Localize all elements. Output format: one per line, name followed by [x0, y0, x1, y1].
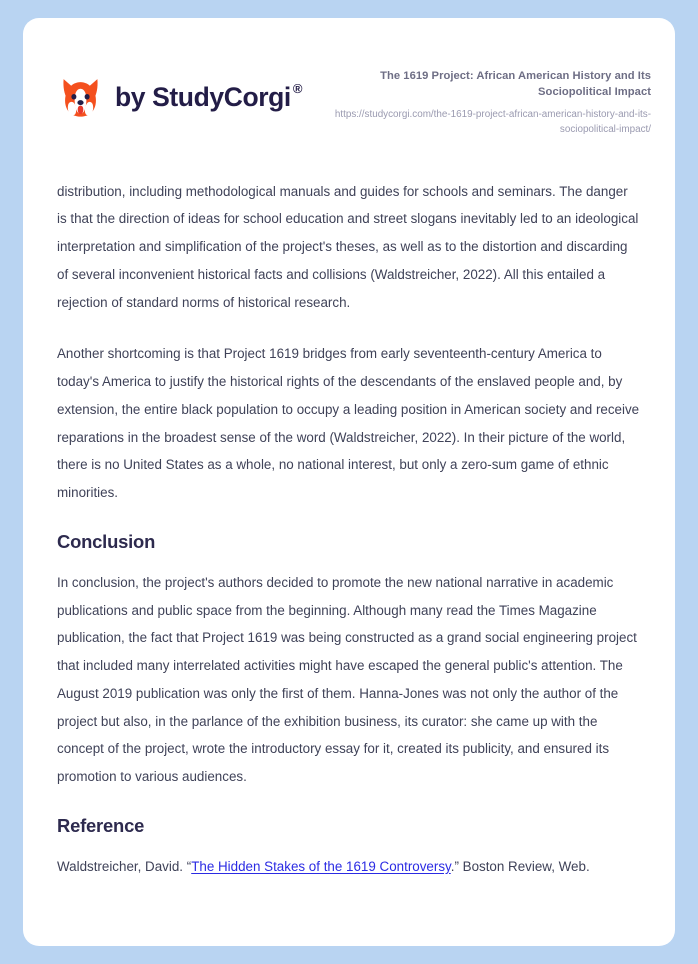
heading-reference: Reference: [57, 814, 145, 836]
heading-conclusion: Conclusion: [57, 530, 156, 552]
reference-entry: [57, 853, 641, 881]
registered-trademark-mark: ®: [292, 81, 303, 97]
document-meta: [333, 65, 651, 138]
studycorgi-brand[interactable]: [57, 65, 302, 121]
document-body: [23, 178, 675, 881]
paragraph-shortcoming: Another shortcoming is that Project 1619 bridges from early seventeenth-century America to today's America to justify the historical rights of the descendants of the enslaved people and, by extension, the entire black population to occupy a leading position in American society and receive reparations in the broadest sense of the word (Waldstreicher, 2022). In their picture of the world, there is no United States as a whole, no national interest, but only a zero-sum game of ethnic minorities.: [57, 346, 640, 501]
reference-section: [57, 815, 641, 881]
reference-author: Waldstreicher, David.: [57, 858, 187, 874]
source-url[interactable]: https://studycorgi.com/the-1619-project-african-american-history-and-its-sociopolitical-impact/: [334, 108, 651, 135]
document-header: [23, 18, 675, 138]
reference-link[interactable]: The Hidden Stakes of the 1619 Controversy: [191, 858, 451, 874]
brand-wordmark: [115, 81, 303, 113]
brand-wordmark-text: by StudyCorgi: [115, 82, 291, 113]
corgi-face-icon: [57, 74, 104, 121]
document-sheet: [23, 18, 675, 946]
page-title: The 1619 Project: African American History and Its Sociopolitical Impact: [380, 70, 651, 98]
paragraph-conclusion: In conclusion, the project's authors decided to promote the new national narrative in academic publications and public space from the beginning. Although many read the Times Magazine publication, the fact that Project 1619 was being constructed as a grand social engineering project that included many interrelated activities might have escaped the general public's attention. The August 2019 publication was only the first of them. Hanna-Jones was not only the author of the project but also, in the parlance of the exhibition business, its curator: she came up with the concept of the project, wrote the introductory essay for it, created its publicity, and ensured its promotion to various audiences.: [57, 574, 637, 785]
reference-publication: Boston Review, Web.: [462, 858, 590, 874]
paragraph-continuation: distribution, including methodological manuals and guides for schools and seminars. The danger is that the direction of ideas for school education and street slogans inevitably led to an ideological interpretation and simplification of the project's theses, as well as to the distortion and discarding of several inconvenient historical facts and collisions (Waldstreicher, 2022). All this entailed a rejection of standard norms of historical research.: [57, 183, 639, 310]
quote-close: .”: [450, 858, 463, 874]
quote-open: “: [186, 858, 192, 874]
